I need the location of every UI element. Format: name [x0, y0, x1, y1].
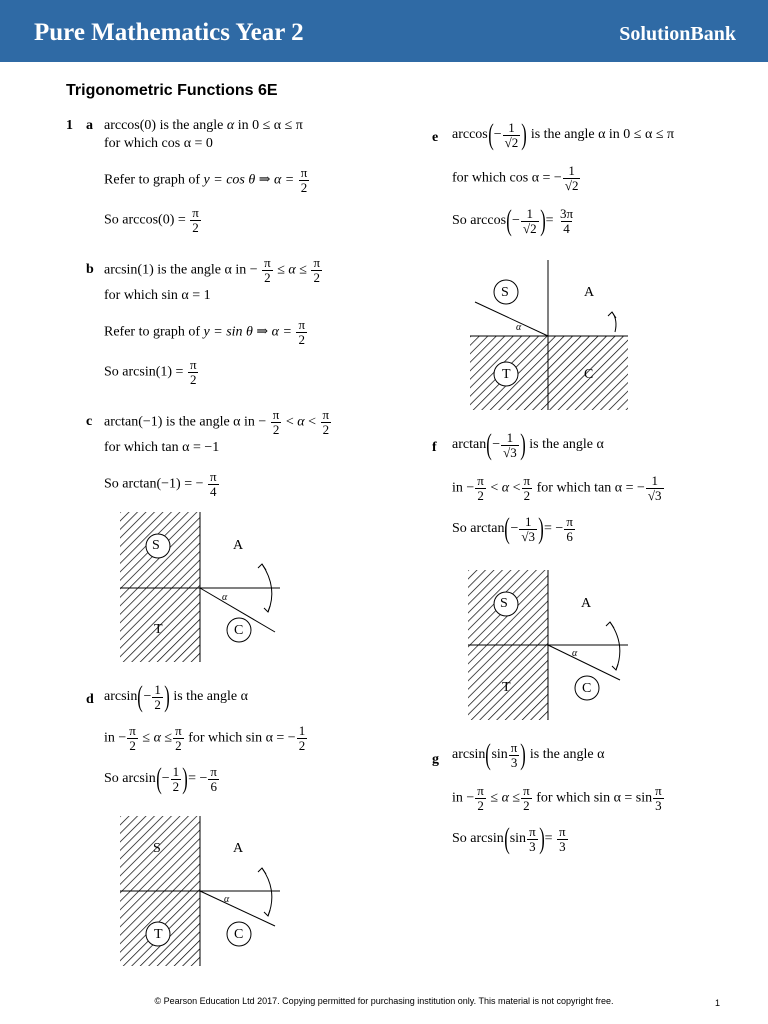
quadrant-diagram-c [120, 512, 280, 662]
quadrant-label-c: C [584, 367, 594, 382]
header-brand: SolutionBank [619, 23, 736, 45]
quadrant-label-c: C [234, 927, 244, 942]
part-b-line3: Refer to graph of y = sin θ ⇒ α = $\frac{\pi}{2}$ [104, 317, 306, 347]
quadrant-label-t: T [502, 680, 511, 695]
quadrant-label-c: C [234, 623, 244, 638]
part-label-g: g [432, 752, 439, 767]
part-a-line1: arccos(0) is the angle α in 0 ≤ α ≤ π [104, 118, 303, 133]
quadrant-label-s: S [153, 841, 161, 856]
part-f-line1: arctan(− $\frac{1}{√3}$ ) is the angle α [452, 428, 604, 461]
part-g-line1: arcsin(sin $\frac{\pi}{3}$ ) is the angle α [452, 738, 605, 771]
part-d-line3: So arcsin(− $\frac{1}{2}$ )= − $\frac{\pi}{6}$ [104, 762, 217, 795]
quadrant-label-s: S [501, 285, 509, 300]
part-label-d: d [86, 692, 94, 707]
part-g-line2: in − $\frac{\pi}{2}$ ≤ α ≤ $\frac{\pi}{2}$ for which sin α = sin $\frac{\pi}{3}$ [452, 783, 662, 813]
quadrant-label-t: T [502, 367, 511, 382]
part-g-line3: So arcsin(sin $\frac{\pi}{3}$ )= $\frac{\pi}{3}$ [452, 822, 566, 855]
part-f-line3: So arctan(− $\frac{1}{√3}$ )= − $\frac{\pi}{6}$ [452, 512, 573, 545]
quadrant-label-a: A [581, 596, 592, 611]
quadrant-label-a: A [584, 285, 595, 300]
part-b-line2: for which sin α = 1 [104, 288, 211, 303]
quadrant-label-a: A [233, 841, 244, 856]
part-a-line2: for which cos α = 0 [104, 136, 213, 151]
part-c-line1: arctan(−1) is the angle α in − $\frac{\pi}{2}$ < α < $\frac{\pi}{2}$ [104, 407, 330, 437]
quadrant-diagram-e [470, 260, 630, 410]
quadrant-label-s: S [500, 596, 508, 611]
part-label-a: a [86, 118, 93, 133]
footer-copyright: © Pearson Education Ltd 2017. Copying permitted for purchasing institution only. This material is not copyright free. [154, 996, 614, 1006]
quadrant-label-s: S [152, 538, 160, 553]
angle-label: α [516, 322, 522, 333]
angle-label: α [572, 648, 578, 659]
part-e-line2: for which cos α = − $\frac{1}{√2}$ [452, 163, 579, 193]
quadrant-label-a: A [233, 538, 244, 553]
part-label-b: b [86, 262, 94, 277]
part-b-line4: So arcsin(1) = $\frac{\pi}{2}$ [104, 357, 197, 387]
part-e-line1: arccos(− $\frac{1}{√2}$ ) is the angle α in 0 ≤ α ≤ π [452, 118, 675, 151]
part-f-line2: in − $\frac{\pi}{2}$ < α < $\frac{\pi}{2}$ for which tan α = − $\frac{1}{√3}$ [452, 473, 662, 503]
header-title: Pure Mathematics Year 2 [34, 19, 304, 46]
quadrant-label-c: C [582, 681, 592, 696]
part-d-line2: in − $\frac{\pi}{2}$ ≤ α ≤ $\frac{\pi}{2}$ for which sin α = − $\frac{1}{2}$ [104, 723, 306, 753]
part-c-line3: So arctan(−1) = − $\frac{\pi}{4}$ [104, 469, 217, 499]
angle-label: α [222, 592, 228, 603]
quadrant-diagram-d [120, 816, 280, 966]
quadrant-diagram-f [468, 570, 628, 720]
part-e-line3: So arccos(− $\frac{1}{√2}$ )= $\frac{3\pi}{4}$ [452, 204, 574, 237]
header-bar [0, 0, 768, 62]
quadrant-label-t: T [154, 927, 163, 942]
part-a-line3: Refer to graph of y = cos θ ⇒ α = $\frac{\pi}{2}$ [104, 165, 308, 195]
part-label-f: f [432, 440, 437, 455]
question-number: 1 [66, 118, 73, 133]
angle-label: α [224, 894, 230, 905]
part-b-line1: arcsin(1) is the angle α in − $\frac{\pi}{2}$ ≤ α ≤ $\frac{\pi}{2}$ [104, 255, 321, 285]
page-number: 1 [714, 998, 720, 1008]
part-label-e: e [432, 130, 439, 145]
part-d-line1: arcsin(− $\frac{1}{2}$ ) is the angle α [104, 680, 248, 713]
part-c-line2: for which tan α = −1 [104, 440, 220, 455]
section-title: Trigonometric Functions 6E [66, 82, 278, 99]
part-a-line4: So arccos(0) = $\frac{\pi}{2}$ [104, 205, 199, 235]
quadrant-label-t: T [154, 622, 163, 637]
part-label-c: c [86, 414, 93, 429]
